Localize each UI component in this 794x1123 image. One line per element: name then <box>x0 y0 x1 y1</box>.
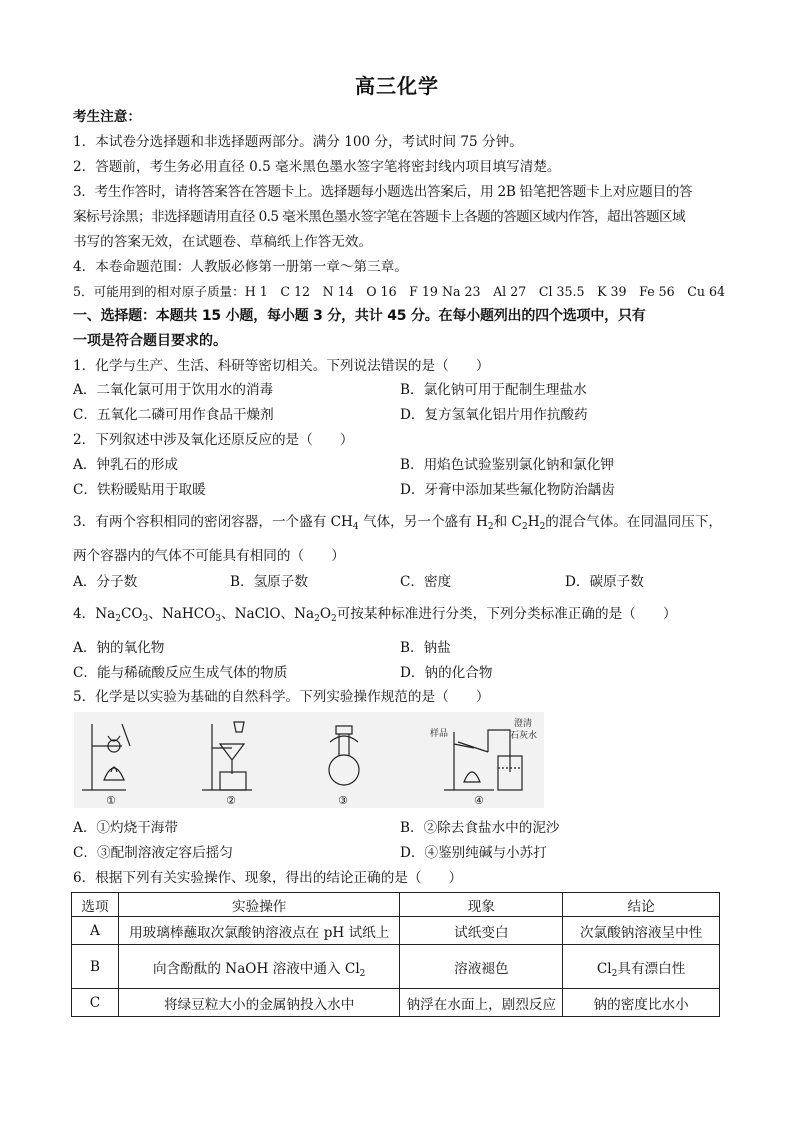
q5-option-b: B．②除去食盐水中的泥沙 <box>400 820 560 836</box>
table-cell: 试纸变白 <box>400 917 563 945</box>
q4-stem-part: 可按某种标准进行分类，下列分类标准正确的是（ ） <box>336 606 677 622</box>
question-5-stem: 5．化学是以实验为基础的自然科学。下列实验操作规范的是（ ） <box>73 689 490 705</box>
q5-option-c: C．③配制溶液定容后摇匀 <box>73 845 233 861</box>
table-cell: C <box>72 989 119 1017</box>
q3-subscript: 4 <box>352 522 359 532</box>
q4-stem-part: CO <box>120 606 143 622</box>
question-6-stem: 6．根据下列有关实验操作、现象，得出的结论正确的是（ ） <box>73 870 463 886</box>
q5-option-d: D．④鉴别纯碱与小苏打 <box>400 845 547 861</box>
q3-subscript: 2 <box>487 522 494 532</box>
q5-option-a: A．①灼烧干海带 <box>73 820 178 836</box>
table-cell <box>118 945 400 989</box>
q1-option-c: C．五氧化二磷可用作食品干燥剂 <box>73 407 274 423</box>
table-header: 结论 <box>563 893 720 917</box>
q4-stem-part: 、NaClO、Na <box>221 606 315 622</box>
q4-subscript: 2 <box>314 614 320 624</box>
experiment-figures <box>74 712 544 808</box>
q2-option-b: B．用焰色试验鉴别氯化钠和氯化钾 <box>400 457 614 473</box>
cell-subscript: 2 <box>359 968 366 979</box>
figure-4-limewater-label: 澄清 <box>514 719 533 729</box>
q3-subscript: 2 <box>539 522 546 532</box>
q4-option-d: D．钠的化合物 <box>400 665 493 681</box>
experiment-table <box>71 892 720 1017</box>
note-line: 3．考生作答时，请将答案答在答题卡上。选择题每小题选出答案后，用 2B 铅笔把答题卡上对应题目的答 <box>73 184 693 200</box>
table-header: 现象 <box>400 893 563 917</box>
note-line: 2．答题前，考生务必用直径 0.5 毫米黑色墨水签字笔将密封线内项目填写清楚。 <box>73 159 561 175</box>
q2-option-d: D．牙膏中添加某些氟化物防治龋齿 <box>400 482 615 498</box>
q3-stem-part: 3．有两个容积相同的密闭容器，一个盛有 CH <box>73 514 353 530</box>
table-header: 选项 <box>72 893 119 917</box>
q2-option-c: C．铁粉暖贴用于取暖 <box>73 482 206 498</box>
q1-option-b: B．氯化钠可用于配制生理盐水 <box>400 382 587 398</box>
figure-4-sample-label: 样品 <box>430 729 449 739</box>
cell-text: 向含酚酞的 NaOH 溶液中通入 Cl <box>153 960 360 977</box>
q3-stem-part: H <box>527 514 540 530</box>
table-header: 实验操作 <box>118 893 400 917</box>
q3-option-c: C．密度 <box>400 574 452 590</box>
page-title: 高三化学 <box>355 74 439 98</box>
q3-option-b: B．氢原子数 <box>230 574 308 590</box>
q3-subscript: 2 <box>521 522 528 532</box>
q4-stem-part: 、NaHCO <box>148 606 216 622</box>
table-cell <box>563 945 720 989</box>
cell-subscript: 2 <box>611 968 618 979</box>
table-cell: 钠浮在水面上，剧烈反应 <box>400 989 563 1017</box>
q3-stem-part: 气体，另一个盛有 H <box>358 514 488 530</box>
q4-option-a: A．钠的氧化物 <box>73 640 165 656</box>
table-header-row <box>72 893 720 917</box>
note-line: 案标号涂黑；非选择题请用直径 0.5 毫米黑色墨水签字笔在答题卡上各题的答题区域内作答，超出答题区域 <box>73 209 685 225</box>
section-heading-cont: 一项是符合题目要求的。 <box>73 333 227 349</box>
q1-option-d: D．复方氢氧化铝片用作抗酸药 <box>400 407 588 423</box>
note-line: 书写的答案无效，在试题卷、草稿纸上作答无效。 <box>73 234 373 250</box>
q3-stem-part: 和 C <box>493 514 522 530</box>
q3-stem-part: 的混合气体。在同温同压下， <box>545 514 723 530</box>
table-cell: 溶液褪色 <box>400 945 563 989</box>
table-cell: 次氯酸钠溶液呈中性 <box>563 917 720 945</box>
table-cell: A <box>72 917 119 945</box>
question-3-stem-cont: 两个容器内的气体不可能具有相同的（ ） <box>73 548 345 564</box>
notice-heading: 考生注意： <box>73 109 141 125</box>
table-cell: B <box>72 945 119 989</box>
q4-stem-part: O <box>319 606 331 622</box>
figure-4-limewater-label: 石灰水 <box>510 731 538 741</box>
cell-text: Cl <box>596 960 612 977</box>
table-row <box>72 945 720 989</box>
table-cell: 用玻璃棒蘸取次氯酸钠溶液点在 pH 试纸上 <box>118 917 400 945</box>
figure-2-label: ② <box>226 794 236 807</box>
figure-1-label: ① <box>106 794 116 807</box>
figure-4-label: ④ <box>474 794 484 807</box>
q4-subscript: 2 <box>330 614 337 624</box>
q4-subscript: 3 <box>215 614 221 624</box>
note-line: 1．本试卷分选择题和非选择题两部分。满分 100 分，考试时间 75 分钟。 <box>73 134 523 150</box>
table-cell: 将绿豆粒大小的金属钠投入水中 <box>118 989 400 1017</box>
table-row <box>72 989 720 1017</box>
table-row <box>72 917 720 945</box>
q3-option-a: A．分子数 <box>73 574 138 590</box>
q4-stem-part: 4．Na <box>73 606 116 622</box>
question-1-stem: 1．化学与生产、生活、科研等密切相关。下列说法错误的是（ ） <box>73 358 490 374</box>
section-heading: 一、选择题：本题共 15 小题，每小题 3 分，共计 45 分。在每小题列出的四个选项中，只有 <box>73 308 646 324</box>
q4-option-b: B．钠盐 <box>400 640 451 656</box>
note-line: 5．可能用到的相对原子质量：H 1 C 12 N 14 O 16 F 19 Na 23 Al 27 Cl 35.5 K 39 Fe 56 Cu 64 <box>73 284 726 299</box>
question-2-stem: 2．下列叙述中涉及氧化还原反应的是（ ） <box>73 432 354 448</box>
question-4-stem <box>73 604 677 624</box>
q4-subscript: 2 <box>115 614 121 624</box>
q4-subscript: 3 <box>142 614 149 624</box>
note-line: 4．本卷命题范围：人教版必修第一册第一章～第三章。 <box>73 259 408 275</box>
q4-option-c: C．能与稀硫酸反应生成气体的物质 <box>73 665 288 681</box>
q2-option-a: A．钟乳石的形成 <box>73 457 178 473</box>
q1-option-a: A．二氧化氯可用于饮用水的消毒 <box>73 382 274 398</box>
figure-3-label: ③ <box>338 794 348 807</box>
q3-option-d: D．碳原子数 <box>565 574 644 590</box>
cell-text: 具有漂白性 <box>617 960 686 977</box>
table-cell: 钠的密度比水小 <box>563 989 720 1017</box>
question-3-stem <box>73 512 722 532</box>
